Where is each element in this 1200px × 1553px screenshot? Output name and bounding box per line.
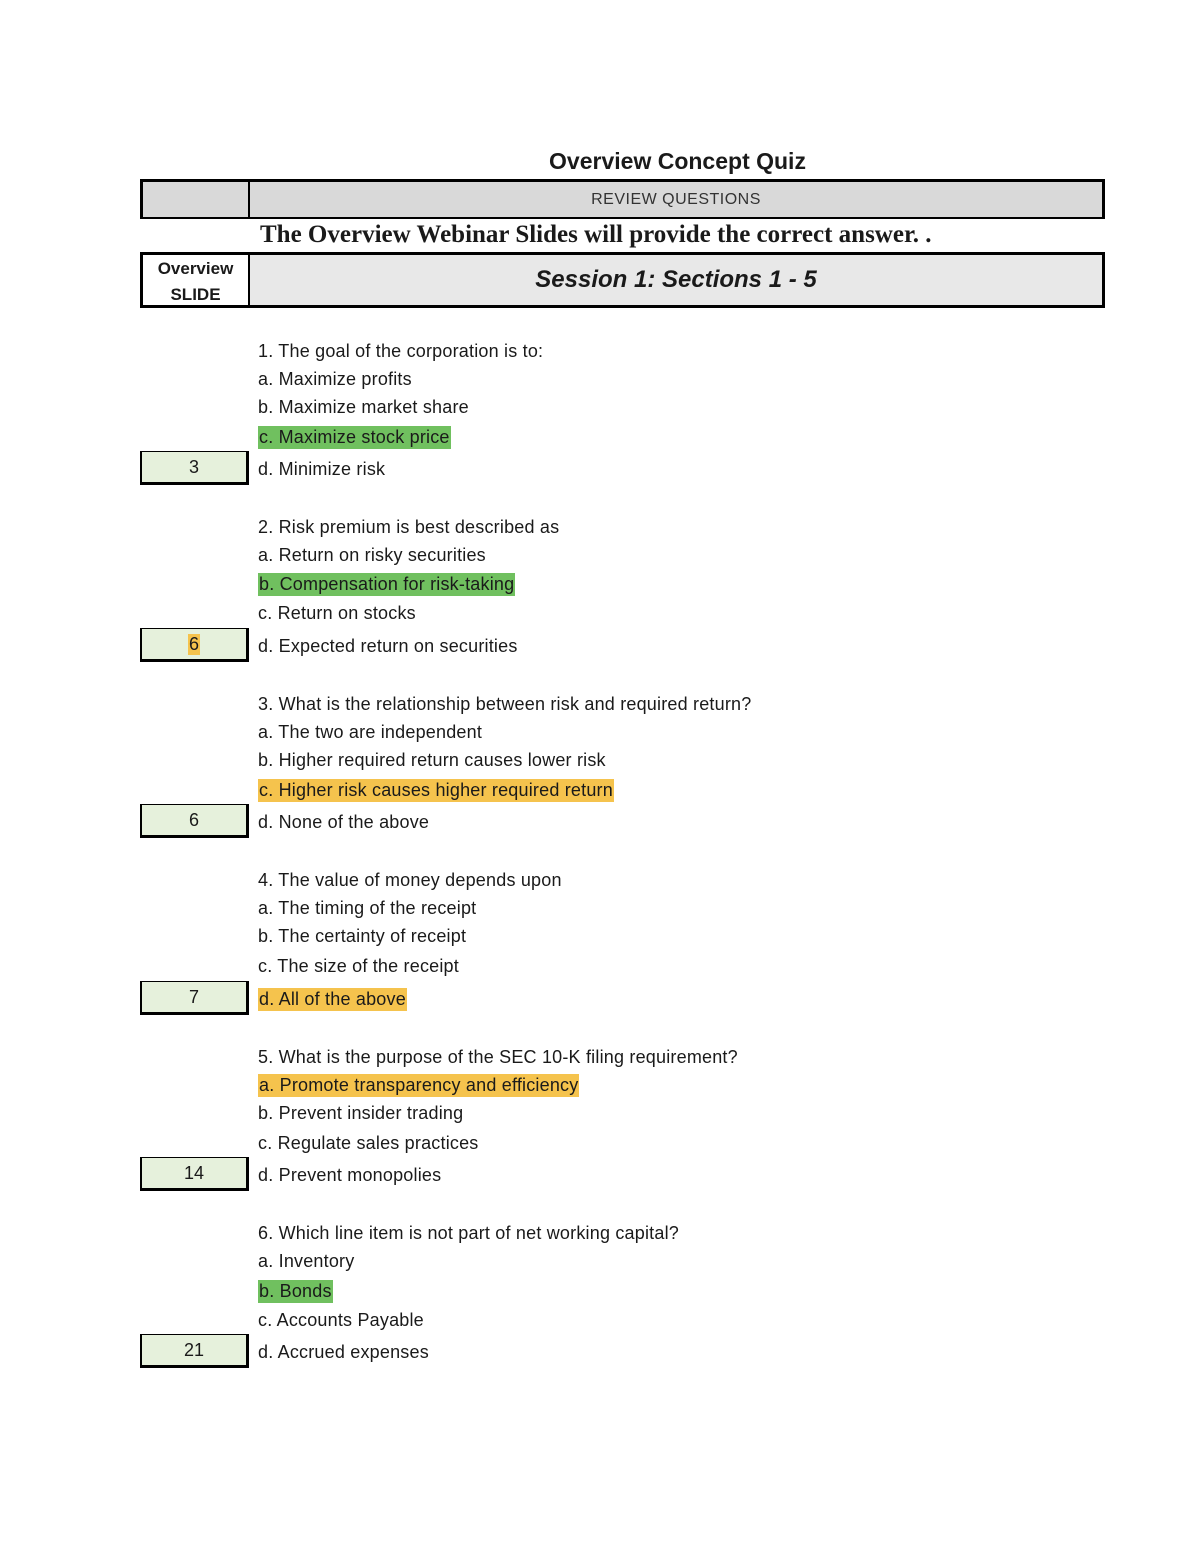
question-text: 1. The goal of the corporation is to: xyxy=(258,341,544,361)
answer-option: c. Regulate sales practices xyxy=(258,1133,479,1153)
slide-number-box: 6 xyxy=(140,804,249,838)
slide-number-box xyxy=(140,628,249,662)
question-text: 2. Risk premium is best described as xyxy=(258,517,560,537)
answer-option: a. The two are independent xyxy=(258,722,483,742)
answer-option: c. The size of the receipt xyxy=(258,956,459,976)
page-title: Overview Concept Quiz xyxy=(549,148,806,174)
answer-option: b. Prevent insider trading xyxy=(258,1103,464,1123)
answer-option: c. Return on stocks xyxy=(258,603,416,623)
slide-number-box: 21 xyxy=(140,1334,249,1368)
question-text: 6. Which line item is not part of net working capital? xyxy=(258,1223,679,1243)
slide-number: 6 xyxy=(188,633,199,654)
slide-column-header-line1: Overview xyxy=(157,259,234,278)
correct-answer-option: c. Maximize stock price xyxy=(259,427,450,447)
answer-option: d. Minimize risk xyxy=(258,459,386,479)
question-text: 3. What is the relationship between risk and required return? xyxy=(258,694,752,714)
slide-number-box: 14 xyxy=(140,1157,249,1191)
answer-option: d. None of the above xyxy=(258,812,430,832)
question-text: 4. The value of money depends upon xyxy=(258,870,562,890)
slide-column-header-line2: SLIDE xyxy=(170,285,221,304)
answer-option: d. Prevent monopolies xyxy=(258,1165,442,1185)
slide-number-box: 7 xyxy=(140,981,249,1015)
slide-number-box: 3 xyxy=(140,451,249,485)
answer-option: b. Maximize market share xyxy=(258,397,469,417)
answer-option: a. Return on risky securities xyxy=(258,545,486,565)
correct-answer-option: c. Higher risk causes higher required return xyxy=(259,780,613,800)
correct-answer-option: b. Compensation for risk-taking xyxy=(259,574,515,594)
instruction-text: The Overview Webinar Slides will provide the correct answer. . xyxy=(260,221,932,248)
answer-option: b. Higher required return causes lower risk xyxy=(258,750,606,770)
question-text: 5. What is the purpose of the SEC 10-K filing requirement? xyxy=(258,1047,738,1067)
answer-option: a. The timing of the receipt xyxy=(258,898,477,918)
review-questions-header: REVIEW QUESTIONS xyxy=(248,179,1105,219)
answer-option: a. Maximize profits xyxy=(258,369,412,389)
session-title: Session 1: Sections 1 - 5 xyxy=(248,252,1105,308)
answer-option: c. Accounts Payable xyxy=(258,1310,424,1330)
correct-answer-option: d. All of the above xyxy=(259,989,406,1009)
answer-option: a. Inventory xyxy=(258,1251,355,1271)
header-blank-cell xyxy=(140,179,249,219)
answer-option: b. The certainty of receipt xyxy=(258,926,467,946)
answer-option: d. Accrued expenses xyxy=(258,1342,429,1362)
answer-option: d. Expected return on securities xyxy=(258,636,518,656)
slide-column-header xyxy=(140,252,249,308)
correct-answer-option: b. Bonds xyxy=(259,1281,332,1301)
correct-answer-option: a. Promote transparency and efficiency xyxy=(259,1075,579,1095)
